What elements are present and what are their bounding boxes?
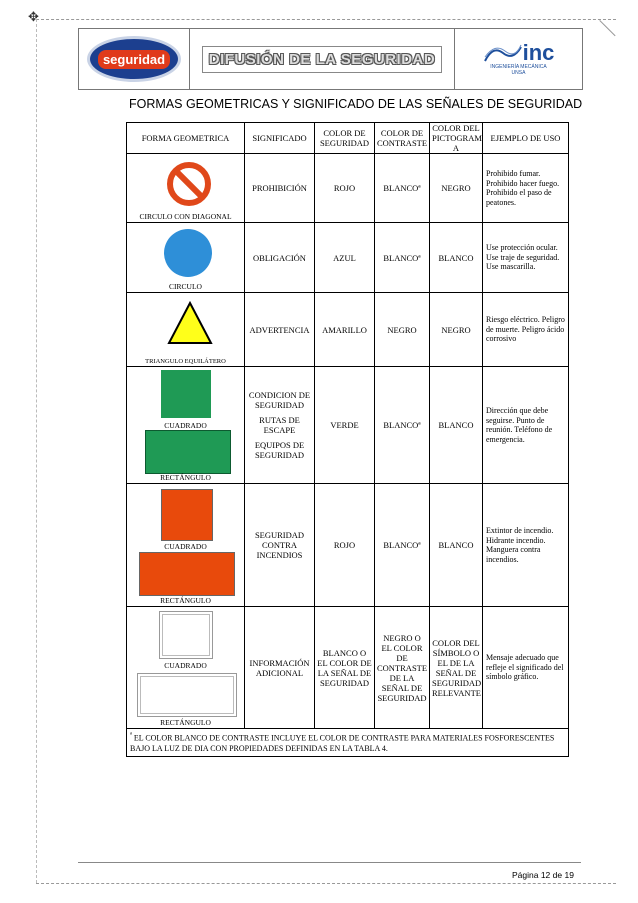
example-cell: Extintor de incendio. Hidrante incendio. Manguera contra incendios.	[483, 484, 569, 607]
shape-caption: TRIANGULO EQUILÁTERO	[145, 358, 226, 365]
safety-color-cell: BLANCO O EL COLOR DE LA SEÑAL DE SEGURIDAD	[315, 607, 375, 729]
shape-caption: CUADRADO	[164, 421, 207, 430]
shape-cell	[127, 223, 245, 293]
shape-caption: CIRCULO	[169, 282, 202, 291]
prohibition-circle-icon	[165, 160, 213, 208]
meaning-line: EQUIPOS DE SEGURIDAD	[254, 440, 305, 460]
note-mark: ª	[130, 732, 132, 739]
shape-caption: CIRCULO CON DIAGONAL	[139, 212, 232, 221]
pictogram-color-cell: BLANCO	[430, 484, 483, 607]
header-safety-color: COLOR DE SEGURIDAD	[315, 123, 375, 154]
inc-logo	[455, 29, 582, 89]
table-row	[127, 484, 569, 607]
shape-caption: RECTÁNGULO	[160, 596, 211, 605]
white-square-icon	[159, 611, 213, 659]
safety-color-cell: ROJO	[315, 484, 375, 607]
shape-cell	[127, 293, 245, 367]
pictogram-color-cell: COLOR DEL SÍMBOLO O EL DE LA SEÑAL DE SEGURIDAD RELEVANTE	[430, 607, 483, 729]
inc-logo-text: inc	[522, 40, 555, 65]
shape-cell	[127, 367, 245, 484]
example-cell: Use protección ocular. Use traje de seguridad. Use mascarilla.	[483, 223, 569, 293]
safety-signs-table	[126, 122, 569, 757]
shape-caption: RECTÁNGULO	[160, 718, 211, 727]
shape-caption: CUADRADO	[164, 661, 207, 670]
meaning-cell: ADVERTENCIA	[245, 293, 315, 367]
meaning-cell: SEGURIDAD CONTRA INCENDIOS	[245, 484, 315, 607]
table-note-row	[127, 729, 569, 757]
pictogram-color-cell: BLANCO	[430, 367, 483, 484]
blue-circle-icon	[162, 227, 214, 279]
example-cell: Mensaje adecuado que refleje el significado del símbolo gráfico.	[483, 607, 569, 729]
anchor-icon: ✥	[28, 10, 39, 25]
section-heading: FORMAS GEOMETRICAS Y SIGNIFICADO DE LAS SEÑALES DE SEGURIDAD	[129, 97, 583, 111]
shape-cell	[127, 154, 245, 223]
white-rectangle-icon	[137, 673, 237, 717]
page-number: Página 12 de 19	[512, 870, 574, 880]
safety-color-cell: VERDE	[315, 367, 375, 484]
page-border-bottom	[36, 883, 616, 884]
page-corner-fold	[584, 20, 616, 52]
example-cell: Prohibido fumar. Prohibido hacer fuego. Prohibido el paso de peatones.	[483, 154, 569, 223]
contrast-color-cell: BLANCOª	[375, 367, 430, 484]
meaning-cell: PROHIBICIÓN	[245, 154, 315, 223]
table-row	[127, 223, 569, 293]
pictogram-color-cell: NEGRO	[430, 293, 483, 367]
meaning-line: CONDICION DE SEGURIDAD	[248, 390, 311, 410]
shape-caption: RECTÁNGULO	[160, 473, 211, 482]
table-header-row	[127, 123, 569, 154]
meaning-cell: INFORMACIÓN ADICIONAL	[245, 607, 315, 729]
note-text: EL COLOR BLANCO DE CONTRASTE INCLUYE EL COLOR DE CONTRASTE PARA MATERIALES FOSFORESCENTES BAJO LA LUZ DE DIA CON PROPIEDADES DEFINIDAS EN LA TABLA 4.	[130, 733, 555, 753]
green-rectangle-icon	[145, 430, 231, 474]
yellow-triangle-icon	[167, 301, 213, 345]
pictogram-color-cell: NEGRO	[430, 154, 483, 223]
header-contrast-color: COLOR DE CONTRASTE	[375, 123, 430, 154]
contrast-color-cell: BLANCOª	[375, 223, 430, 293]
header-title: DIFUSIÓN DE LA SEGURIDAD	[202, 46, 442, 73]
footer-divider	[78, 862, 581, 863]
table-row	[127, 293, 569, 367]
header-meaning: SIGNIFICADO	[245, 123, 315, 154]
contrast-color-cell: BLANCOª	[375, 484, 430, 607]
header-example: EJEMPLO DE USO	[483, 123, 569, 154]
meaning-line: RUTAS DE ESCAPE	[259, 415, 300, 435]
contrast-color-cell: NEGRO O EL COLOR DE CONTRASTE DE LA SEÑAL DE SEGURIDAD	[375, 607, 430, 729]
contrast-color-cell: NEGRO	[375, 293, 430, 367]
header-pictogram-color: COLOR DEL PICTOGRAM A	[430, 123, 483, 154]
shape-cell	[127, 484, 245, 607]
pictogram-color-cell: BLANCO	[430, 223, 483, 293]
shape-caption: CUADRADO	[164, 542, 207, 551]
shape-cell	[127, 607, 245, 729]
meaning-cell	[245, 367, 315, 484]
example-cell: Riesgo eléctrico. Peligro de muerte. Peligro ácido corrosivo	[483, 293, 569, 367]
table-note	[127, 729, 569, 757]
example-cell: Dirección que debe seguirse. Punto de reunión. Teléfono de emergencia.	[483, 367, 569, 484]
page-border-left	[36, 19, 37, 883]
seguridad-logo-text: seguridad	[98, 50, 170, 69]
green-square-icon	[161, 370, 211, 418]
table-row	[127, 154, 569, 223]
inc-logo-sub2: UNSA	[511, 70, 526, 76]
inc-logo-sub1: INGENIERÍA MECÁNICA	[490, 64, 547, 70]
seguridad-logo	[79, 29, 190, 89]
safety-color-cell: ROJO	[315, 154, 375, 223]
inc-wave-icon	[483, 43, 523, 63]
table-row	[127, 607, 569, 729]
document-header	[78, 28, 583, 90]
safety-color-cell: AMARILLO	[315, 293, 375, 367]
meaning-cell: OBLIGACIÓN	[245, 223, 315, 293]
safety-color-cell: AZUL	[315, 223, 375, 293]
contrast-color-cell: BLANCOª	[375, 154, 430, 223]
header-shape: FORMA GEOMETRICA	[127, 123, 245, 154]
red-square-icon	[161, 489, 213, 541]
table-row	[127, 367, 569, 484]
page-border-top	[36, 19, 616, 20]
red-rectangle-icon	[139, 552, 235, 596]
